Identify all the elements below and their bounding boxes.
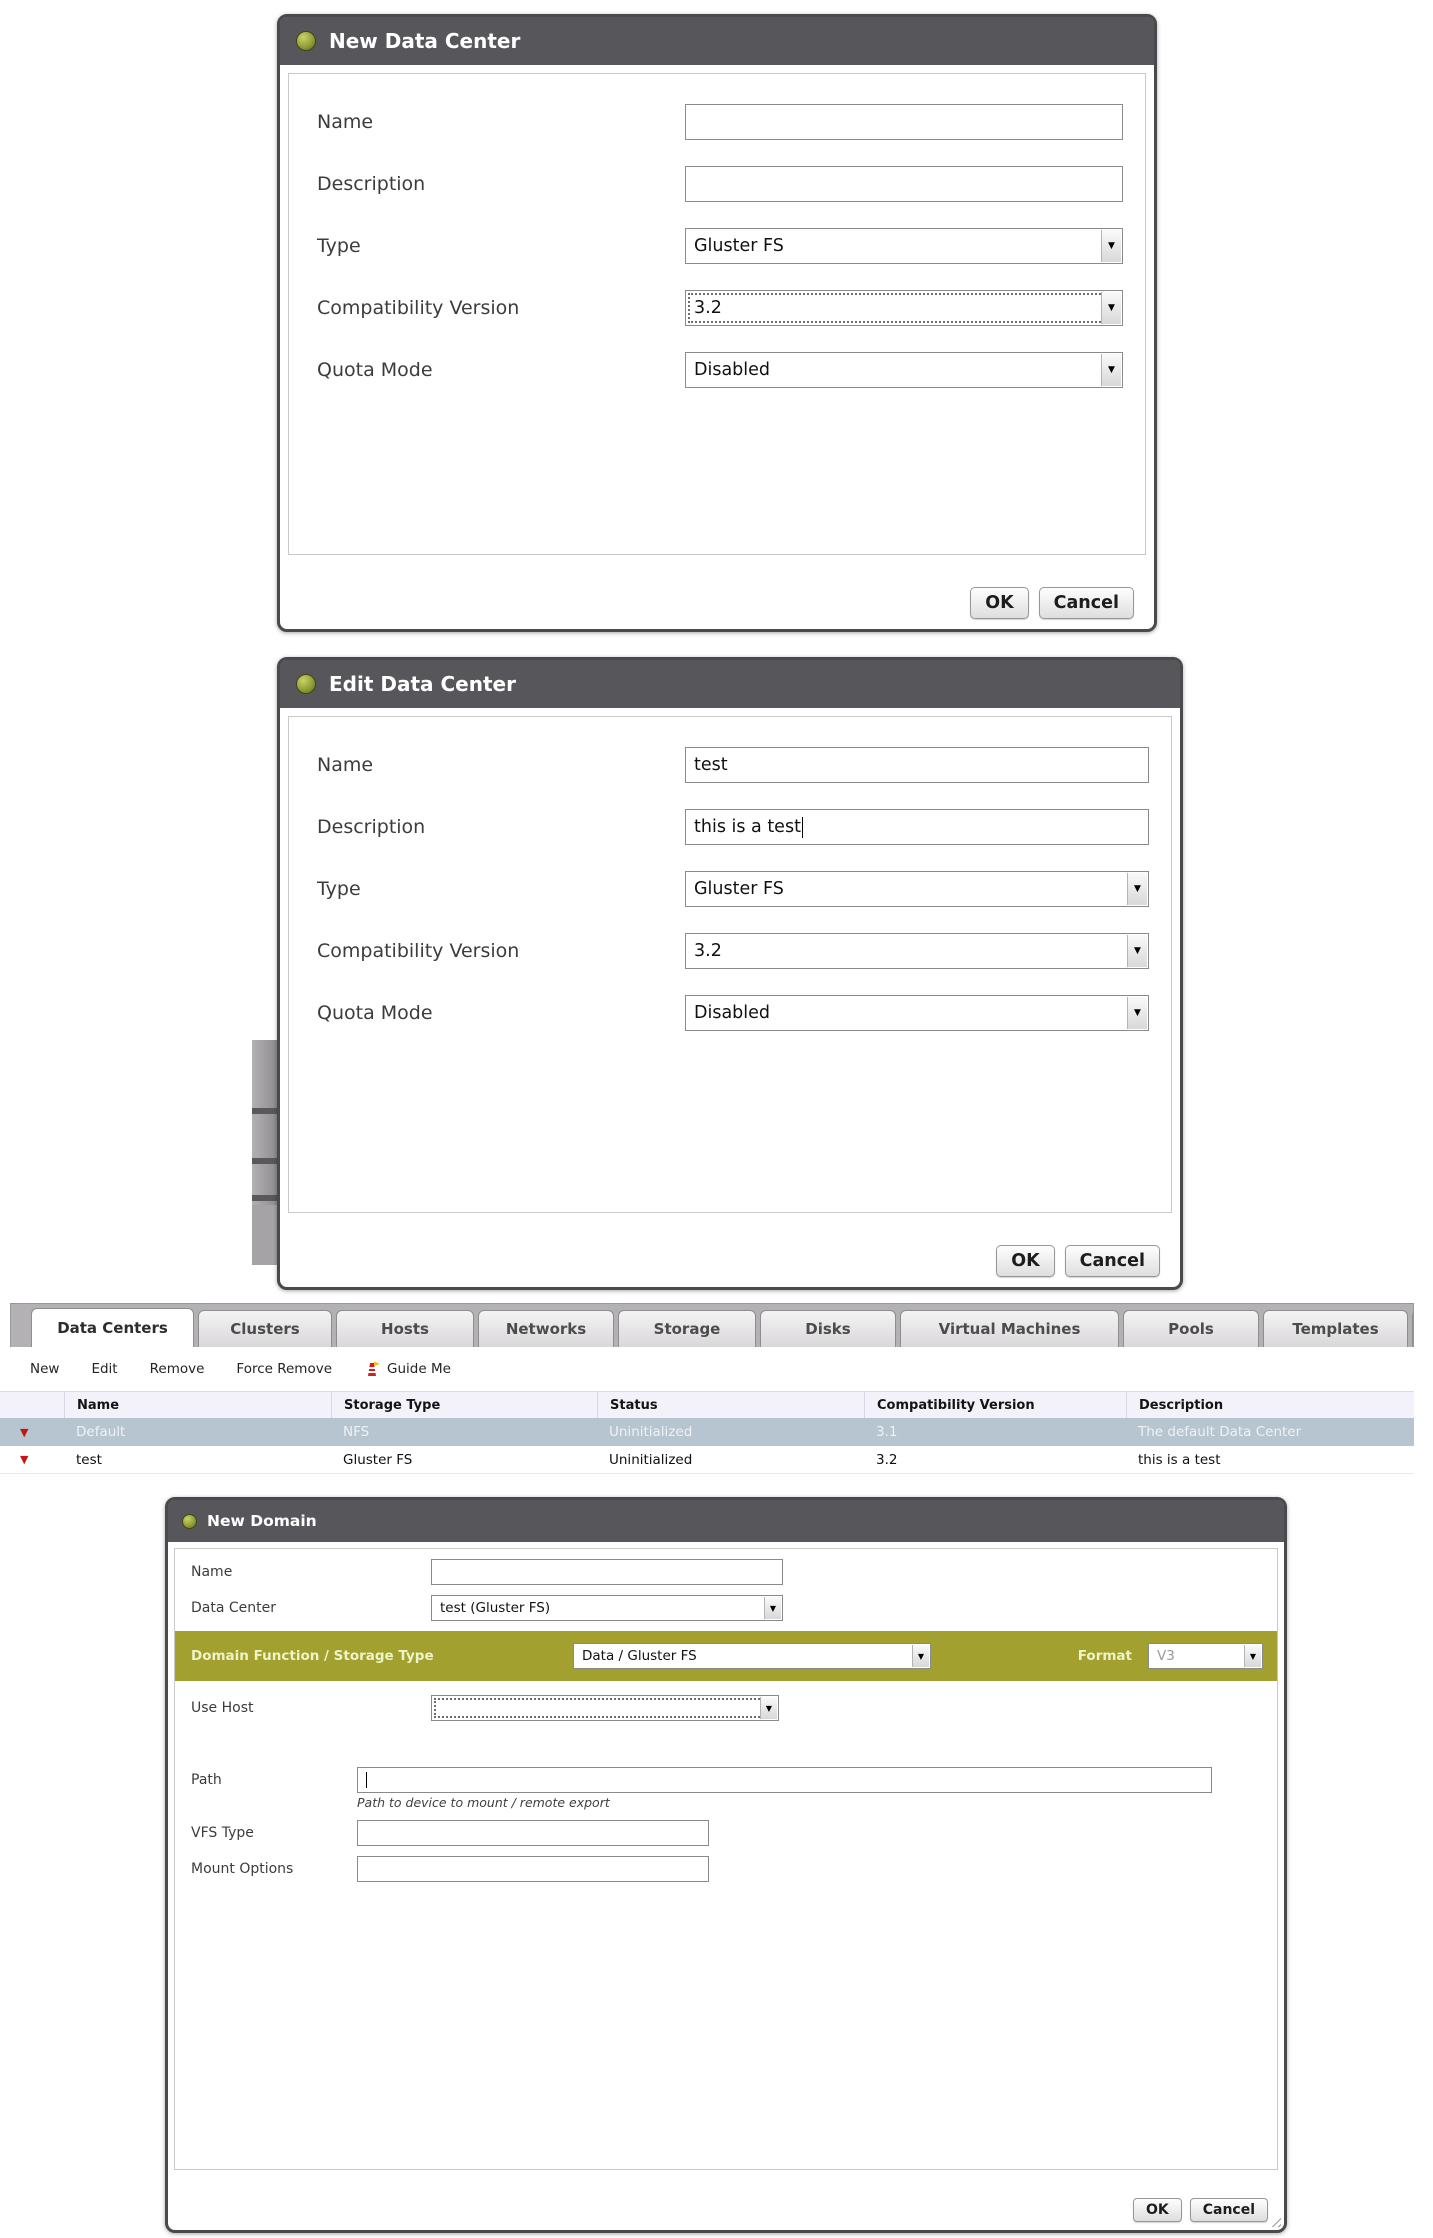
- header-name: Name: [64, 1392, 331, 1418]
- format-label: Format: [1077, 1648, 1132, 1664]
- chevron-down-icon: ▼: [1101, 292, 1121, 324]
- quota-mode-select[interactable]: [685, 995, 1149, 1031]
- quota-mode-select[interactable]: [685, 352, 1123, 388]
- main-tab-bar: [10, 1303, 1414, 1347]
- dialog-footer: [996, 1245, 1160, 1277]
- new-domain-dialog: [165, 1497, 1287, 2233]
- ok-button[interactable]: OK: [1133, 2198, 1182, 2222]
- actions-toolbar: [0, 1347, 1433, 1391]
- tab-storage[interactable]: Storage: [618, 1310, 756, 1347]
- guide-me-button[interactable]: [364, 1361, 451, 1377]
- path-hint: Path to device to mount / remote export: [357, 1795, 610, 1810]
- chevron-down-icon: ▼: [912, 1645, 929, 1667]
- description-input-text: this is a test: [694, 817, 801, 837]
- compatibility-version-label: Compatibility Version: [317, 940, 520, 962]
- type-select[interactable]: [685, 228, 1123, 264]
- format-value: V3: [1157, 1648, 1175, 1664]
- compatibility-version-value: 3.2: [694, 298, 722, 318]
- path-input[interactable]: [357, 1767, 1212, 1793]
- quota-mode-label: Quota Mode: [317, 359, 433, 381]
- name-input[interactable]: [431, 1559, 783, 1585]
- tab-data-centers[interactable]: Data Centers: [31, 1308, 194, 1347]
- text-caret: [802, 817, 803, 838]
- tab-partial: [1412, 1310, 1414, 1347]
- compatibility-version-value: 3.2: [694, 941, 722, 961]
- header-compatibility-version: Compatibility Version: [864, 1392, 1126, 1418]
- red-triangle-down-icon[interactable]: ▼: [20, 1453, 29, 1466]
- cell-name: test: [76, 1451, 102, 1468]
- lighthouse-icon: [364, 1361, 380, 1377]
- name-label: Name: [317, 754, 374, 776]
- text-caret: [366, 1772, 367, 1788]
- dialog-title: New Data Center: [329, 29, 521, 53]
- type-label: Type: [317, 878, 361, 900]
- dialog-titlebar[interactable]: [168, 1500, 1284, 1542]
- chevron-down-icon: ▼: [1244, 1645, 1261, 1667]
- compatibility-version-label: Compatibility Version: [317, 297, 520, 319]
- data-center-select[interactable]: [431, 1595, 783, 1621]
- olive-sphere-icon: [296, 31, 316, 51]
- tab-clusters[interactable]: Clusters: [198, 1310, 332, 1347]
- domain-function-label: Domain Function / Storage Type: [191, 1648, 434, 1664]
- background-window-fragment: [252, 1040, 278, 1265]
- table-header-row: [0, 1391, 1414, 1418]
- mount-options-label: Mount Options: [191, 1861, 294, 1877]
- domain-function-select[interactable]: [573, 1643, 931, 1669]
- dialog-title: Edit Data Center: [329, 672, 516, 696]
- dialog-title: New Domain: [207, 1512, 317, 1530]
- tab-templates[interactable]: Templates: [1263, 1310, 1408, 1347]
- tab-pools[interactable]: Pools: [1123, 1310, 1259, 1347]
- description-label: Description: [317, 173, 426, 195]
- domain-function-value: Data / Gluster FS: [582, 1648, 697, 1664]
- force-remove-button[interactable]: Force Remove: [236, 1361, 333, 1377]
- dialog-body: [288, 716, 1172, 1213]
- edit-button[interactable]: Edit: [91, 1361, 118, 1377]
- cell-description: The default Data Center: [1138, 1424, 1302, 1440]
- cell-compatibility: 3.1: [876, 1424, 898, 1440]
- chevron-down-icon: ▼: [1101, 354, 1121, 386]
- description-label: Description: [317, 816, 426, 838]
- guide-me-label: Guide Me: [387, 1361, 451, 1377]
- chevron-down-icon: ▼: [1127, 873, 1147, 905]
- data-center-value: test (Gluster FS): [440, 1600, 551, 1616]
- tab-hosts[interactable]: Hosts: [336, 1310, 474, 1347]
- format-group: [1078, 1643, 1263, 1669]
- quota-mode-value: Disabled: [694, 1003, 771, 1023]
- chevron-down-icon: ▼: [1127, 935, 1147, 967]
- dialog-body: [174, 1548, 1278, 2170]
- cancel-button[interactable]: Cancel: [1039, 587, 1134, 619]
- type-select-value: Gluster FS: [694, 879, 784, 899]
- tab-virtual-machines[interactable]: Virtual Machines: [900, 1310, 1119, 1347]
- olive-sphere-icon: [182, 1514, 197, 1529]
- path-label: Path: [191, 1772, 222, 1788]
- tab-networks[interactable]: Networks: [478, 1310, 614, 1347]
- header-description: Description: [1126, 1392, 1414, 1418]
- compatibility-version-select[interactable]: [685, 933, 1149, 969]
- name-label: Name: [317, 111, 374, 133]
- header-expander-column: [0, 1392, 64, 1418]
- mount-options-input[interactable]: [357, 1856, 709, 1882]
- dialog-titlebar[interactable]: [280, 660, 1180, 708]
- cell-status: Uninitialized: [609, 1424, 693, 1440]
- chevron-down-icon: ▼: [764, 1597, 781, 1619]
- format-select[interactable]: [1148, 1643, 1263, 1669]
- chevron-down-icon: ▼: [1127, 997, 1147, 1029]
- compatibility-version-select[interactable]: [685, 290, 1123, 326]
- vfs-type-input[interactable]: [357, 1820, 709, 1846]
- olive-sphere-icon: [296, 674, 316, 694]
- remove-button[interactable]: Remove: [149, 1361, 205, 1377]
- red-triangle-down-icon[interactable]: ▼: [20, 1425, 29, 1439]
- new-data-center-dialog: [277, 14, 1157, 632]
- cell-storage-type: Gluster FS: [343, 1451, 413, 1468]
- table-row-test[interactable]: [0, 1446, 1414, 1474]
- resize-grip-icon[interactable]: [1268, 2214, 1281, 2227]
- type-select-value: Gluster FS: [694, 236, 784, 256]
- chevron-down-icon: ▼: [1101, 230, 1121, 262]
- data-center-label: Data Center: [191, 1600, 276, 1616]
- chevron-down-icon: ▼: [760, 1697, 777, 1719]
- quota-mode-label: Quota Mode: [317, 1002, 433, 1024]
- name-input[interactable]: [685, 104, 1123, 140]
- ok-button[interactable]: OK: [970, 587, 1028, 619]
- header-storage-type: Storage Type: [331, 1392, 597, 1418]
- cell-name: Default: [76, 1424, 126, 1440]
- quota-mode-value: Disabled: [694, 360, 771, 380]
- ok-button[interactable]: OK: [996, 1245, 1054, 1277]
- name-label: Name: [191, 1564, 233, 1580]
- cancel-button[interactable]: Cancel: [1190, 2198, 1268, 2222]
- description-input[interactable]: [685, 809, 1149, 845]
- use-host-select[interactable]: [431, 1695, 779, 1721]
- new-button[interactable]: New: [30, 1361, 60, 1377]
- name-input[interactable]: [685, 747, 1149, 783]
- description-input[interactable]: [685, 166, 1123, 202]
- cancel-button[interactable]: Cancel: [1065, 1245, 1160, 1277]
- cell-description: this is a test: [1138, 1451, 1221, 1468]
- table-row-default[interactable]: [0, 1418, 1414, 1446]
- header-status: Status: [597, 1392, 864, 1418]
- dialog-body: [288, 73, 1146, 555]
- dialog-footer: [1133, 2198, 1268, 2222]
- edit-data-center-dialog: [277, 657, 1183, 1290]
- tab-disks[interactable]: Disks: [760, 1310, 896, 1347]
- data-centers-table: [0, 1391, 1414, 1474]
- cell-storage-type: NFS: [343, 1424, 370, 1440]
- use-host-label: Use Host: [191, 1700, 254, 1716]
- type-label: Type: [317, 235, 361, 257]
- cell-compatibility: 3.2: [876, 1451, 898, 1468]
- dialog-titlebar[interactable]: [280, 17, 1154, 65]
- vfs-type-label: VFS Type: [191, 1825, 254, 1841]
- cell-status: Uninitialized: [609, 1451, 693, 1468]
- dialog-footer: [970, 587, 1134, 619]
- storage-type-banner: [175, 1631, 1277, 1681]
- type-select[interactable]: [685, 871, 1149, 907]
